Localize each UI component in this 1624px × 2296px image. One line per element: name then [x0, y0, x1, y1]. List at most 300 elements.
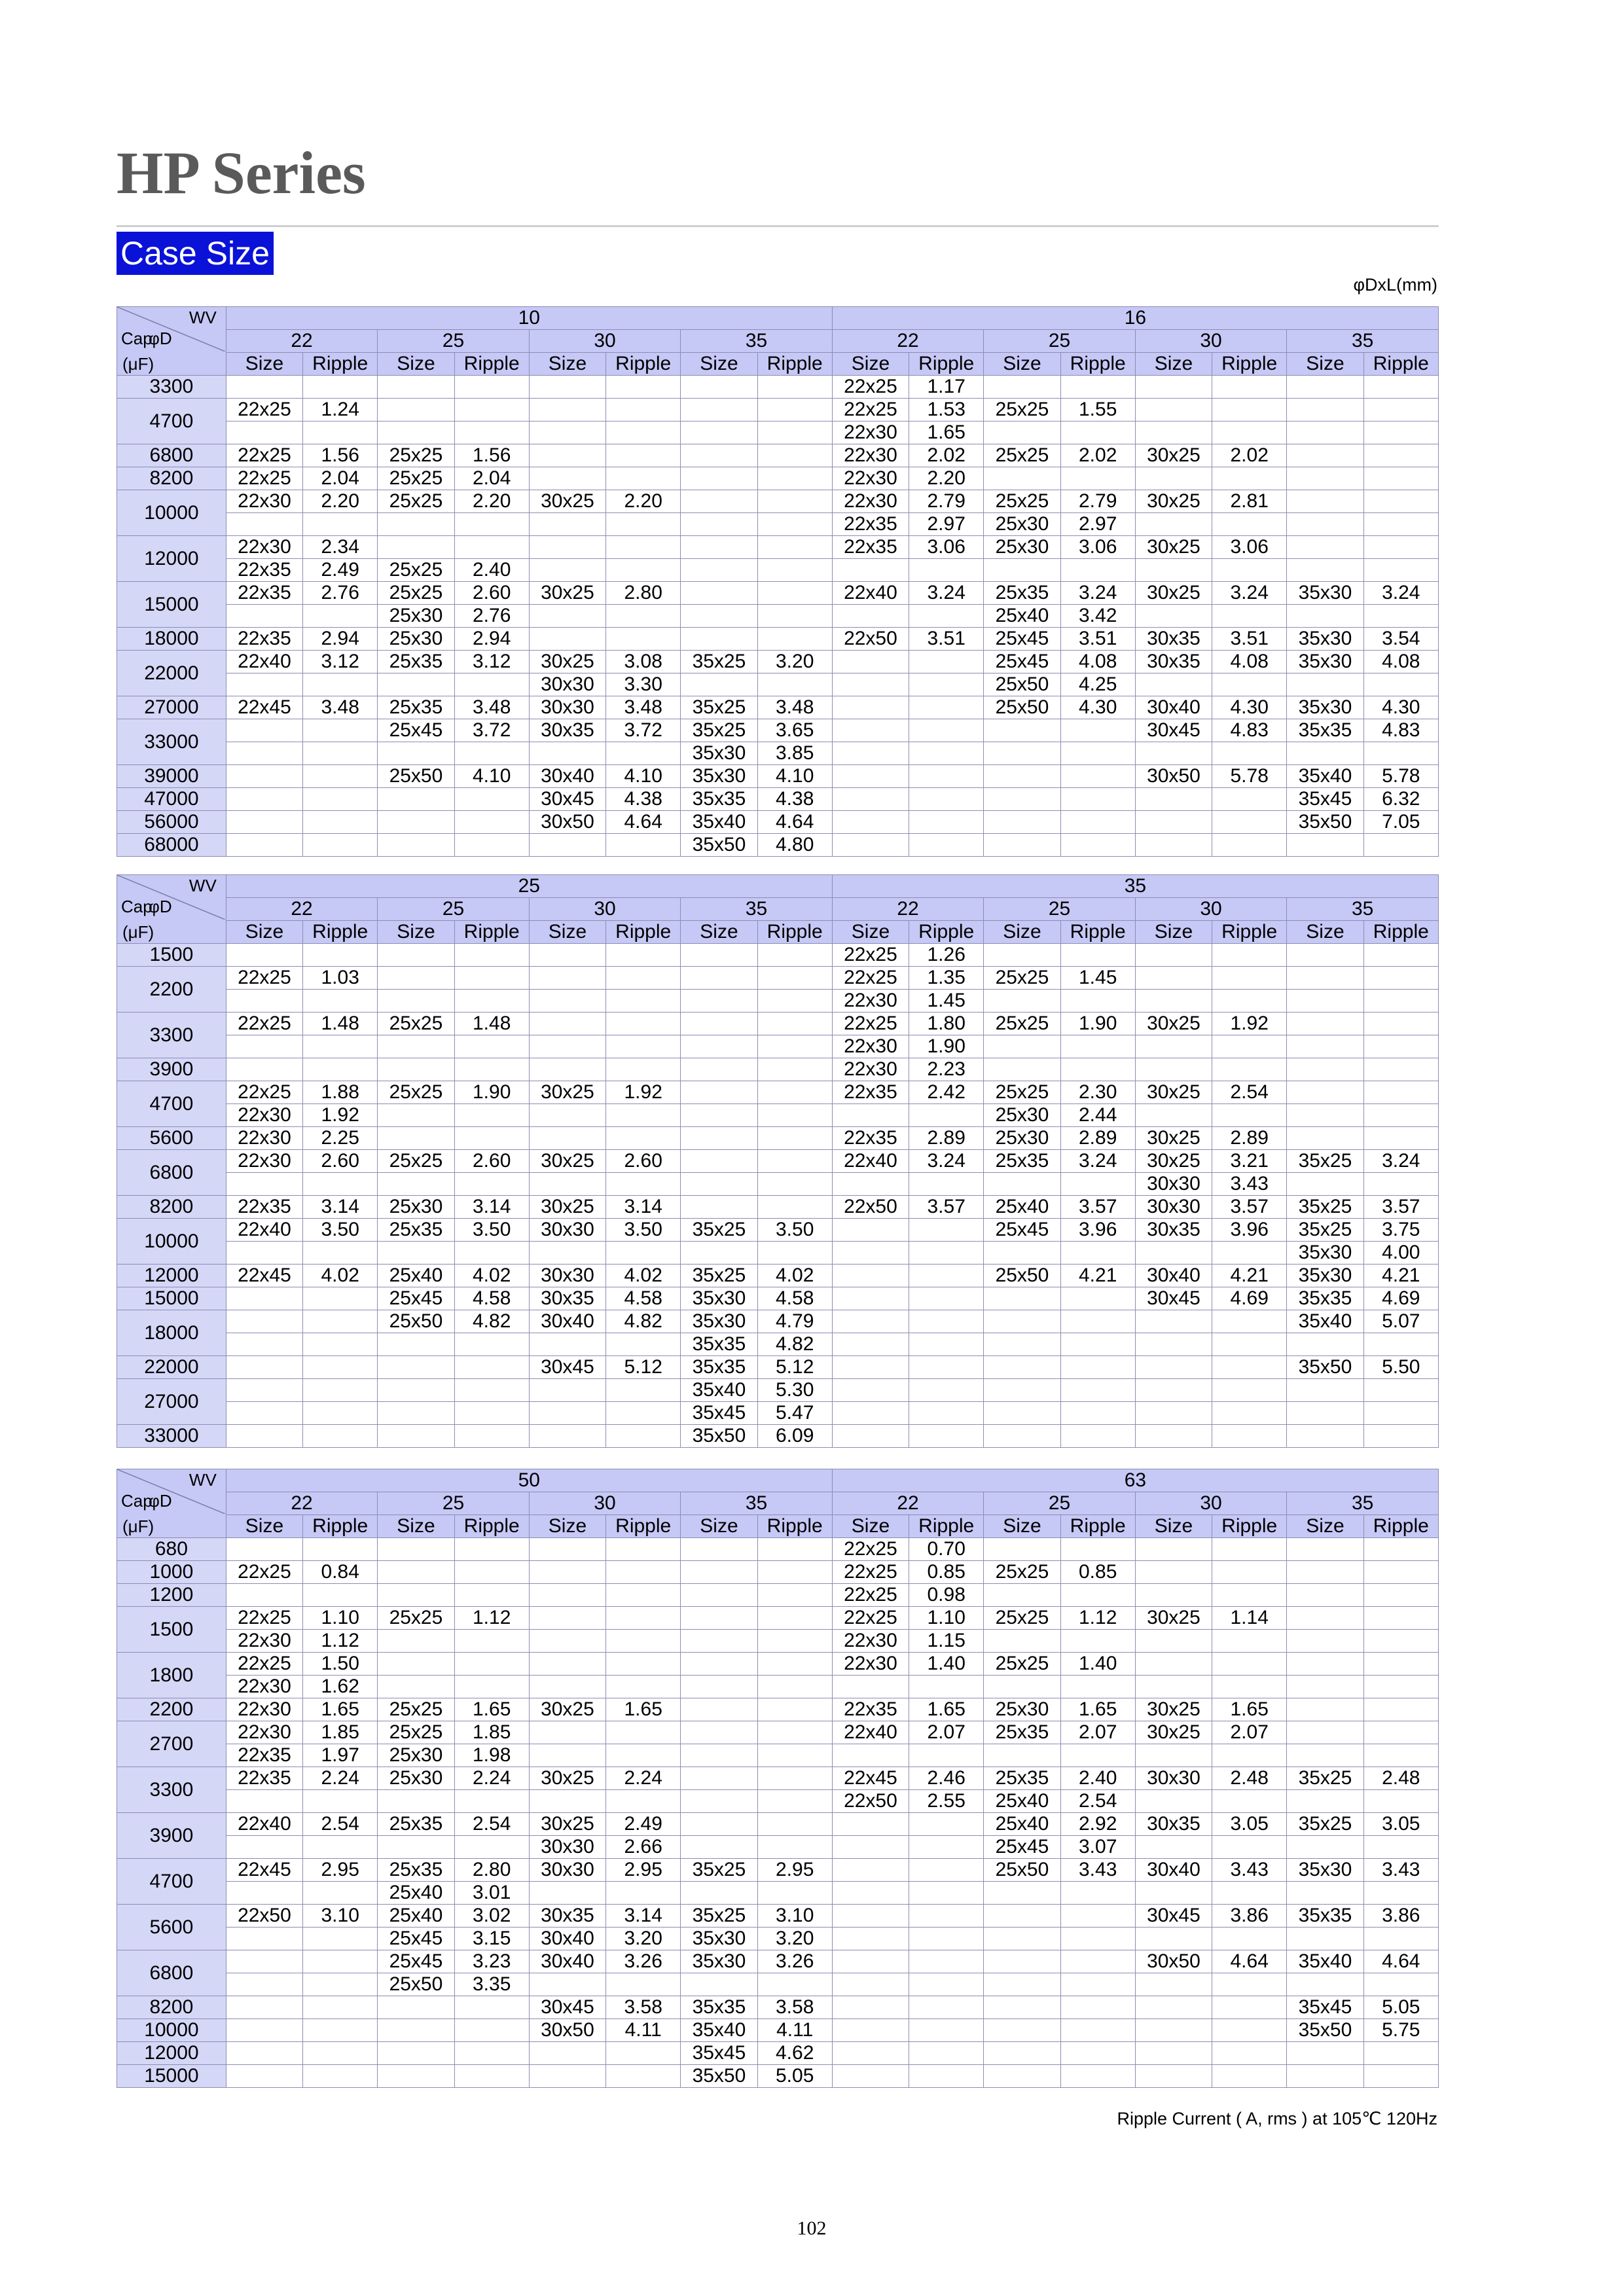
case-size-cell: 35x50 [1287, 1356, 1363, 1379]
ripple-cell [1212, 513, 1287, 536]
size-header: Size [681, 921, 757, 944]
ripple-cell [1212, 1790, 1287, 1813]
ripple-cell [1363, 1836, 1438, 1859]
ripple-cell: 3.50 [454, 1219, 529, 1242]
ripple-cell [757, 559, 832, 582]
table-row [117, 1950, 1439, 1973]
case-size-cell: 25x40 [378, 1905, 454, 1928]
ripple-header: Ripple [909, 1515, 984, 1538]
ripple-cell [606, 444, 681, 467]
case-size-cell [529, 628, 605, 651]
table-row [117, 1058, 1439, 1081]
ripple-header: Ripple [606, 1515, 681, 1538]
case-size-cell: 25x30 [378, 605, 454, 628]
ripple-cell: 3.57 [1060, 1196, 1135, 1219]
ripple-cell [1060, 1035, 1135, 1058]
ripple-cell [757, 1035, 832, 1058]
size-header: Size [681, 353, 757, 376]
table-row [117, 1607, 1439, 1630]
ripple-cell [1212, 944, 1287, 967]
ripple-header: Ripple [1060, 921, 1135, 944]
ripple-cell: 3.72 [454, 719, 529, 742]
case-size-cell: 25x40 [984, 1196, 1060, 1219]
table-row [117, 1242, 1439, 1265]
table-row [117, 1744, 1439, 1767]
case-size-cell [984, 1538, 1060, 1561]
case-size-cell [226, 422, 302, 444]
ripple-cell: 3.20 [757, 1928, 832, 1950]
ripple-cell [303, 605, 378, 628]
case-size-cell: 25x35 [984, 582, 1060, 605]
table-row [117, 944, 1439, 967]
case-size-cell: 30x50 [1135, 1950, 1212, 1973]
ripple-cell: 4.08 [1060, 651, 1135, 673]
ripple-header: Ripple [303, 353, 378, 376]
case-size-cell: 35x25 [1287, 1150, 1363, 1173]
capacitance-cell: 680 [117, 1538, 226, 1561]
case-size-cell: 30x40 [529, 1310, 605, 1333]
ripple-cell [606, 559, 681, 582]
ripple-cell: 1.90 [909, 1035, 984, 1058]
ripple-cell [1212, 1676, 1287, 1698]
title-divider [117, 225, 1439, 227]
diameter-header: 30 [1135, 1492, 1287, 1515]
case-size-cell [226, 1379, 302, 1402]
case-size-cell [832, 651, 909, 673]
ripple-cell [454, 536, 529, 559]
ripple-cell [757, 1242, 832, 1265]
case-size-cell [1135, 1058, 1212, 1081]
case-size-cell [984, 1379, 1060, 1402]
ripple-cell: 1.55 [1060, 399, 1135, 422]
case-size-cell: 22x40 [832, 1721, 909, 1744]
ripple-cell [606, 1402, 681, 1425]
case-size-cell: 30x30 [529, 673, 605, 696]
size-header: Size [529, 353, 605, 376]
case-size-cell [1287, 1676, 1363, 1698]
case-size-cell [226, 1402, 302, 1425]
case-size-cell: 22x50 [226, 1905, 302, 1928]
ripple-cell [303, 1356, 378, 1379]
ripple-cell: 1.48 [454, 1013, 529, 1035]
ripple-cell [1363, 1653, 1438, 1676]
ripple-cell [757, 1698, 832, 1721]
case-size-cell [984, 559, 1060, 582]
ripple-cell: 2.92 [1060, 1813, 1135, 1836]
case-size-cell [681, 536, 757, 559]
ripple-cell: 2.24 [303, 1767, 378, 1790]
table-row [117, 765, 1439, 788]
case-size-cell [378, 1173, 454, 1196]
case-size-cell: 25x40 [984, 605, 1060, 628]
case-size-cell [378, 1676, 454, 1698]
case-size-cell: 22x30 [832, 1035, 909, 1058]
case-size-cell: 22x30 [226, 490, 302, 513]
size-header: Size [832, 921, 909, 944]
case-size-cell [681, 1676, 757, 1698]
ripple-cell: 3.54 [1363, 628, 1438, 651]
case-size-cell: 22x30 [832, 990, 909, 1013]
ripple-cell [303, 811, 378, 834]
ripple-header: Ripple [909, 353, 984, 376]
case-size-cell: 30x25 [529, 582, 605, 605]
case-size-cell [681, 422, 757, 444]
size-header: Size [832, 1515, 909, 1538]
ripple-cell [454, 1242, 529, 1265]
voltage-header: 50 [226, 1469, 832, 1492]
case-size-cell: 22x30 [226, 1127, 302, 1150]
case-size-cell: 25x50 [378, 1973, 454, 1996]
case-size-cell [984, 765, 1060, 788]
case-size-cell: 25x25 [378, 1721, 454, 1744]
case-size-cell: 35x35 [1287, 1287, 1363, 1310]
voltage-header: 25 [226, 875, 832, 898]
ripple-cell [303, 1538, 378, 1561]
case-size-cell: 35x30 [681, 765, 757, 788]
case-size-cell: 25x25 [378, 467, 454, 490]
case-size-cell: 30x40 [529, 765, 605, 788]
case-size-cell: 25x45 [984, 1219, 1060, 1242]
ripple-cell [909, 1333, 984, 1356]
ripple-cell [303, 944, 378, 967]
ripple-cell [303, 513, 378, 536]
ripple-cell [757, 1630, 832, 1653]
ripple-cell [757, 1538, 832, 1561]
case-size-cell [1287, 1744, 1363, 1767]
case-size-cell: 30x25 [1135, 1150, 1212, 1173]
diameter-header: 35 [1287, 898, 1439, 921]
ripple-cell: 4.58 [454, 1287, 529, 1310]
ripple-cell [1363, 1973, 1438, 1996]
case-size-cell [226, 719, 302, 742]
case-size-cell [984, 422, 1060, 444]
ripple-cell [303, 1379, 378, 1402]
case-size-cell [1287, 1127, 1363, 1150]
size-header: Size [378, 921, 454, 944]
ripple-cell [606, 1425, 681, 1448]
case-size-cell: 25x30 [984, 536, 1060, 559]
case-size-cell: 25x45 [984, 1836, 1060, 1859]
ripple-header: Ripple [606, 353, 681, 376]
ripple-cell: 2.04 [454, 467, 529, 490]
case-size-cell: 30x50 [529, 2019, 605, 2042]
table-row [117, 1425, 1439, 1448]
case-size-cell [681, 1973, 757, 1996]
case-size-cell: 35x50 [681, 834, 757, 857]
case-size-cell [681, 1790, 757, 1813]
case-size-cell [529, 1173, 605, 1196]
diameter-header: 35 [1287, 330, 1439, 353]
case-size-cell: 30x40 [529, 1950, 605, 1973]
diameter-header: 30 [1135, 330, 1287, 353]
case-size-cell [378, 990, 454, 1013]
ripple-cell: 4.58 [606, 1287, 681, 1310]
table-row [117, 1630, 1439, 1653]
case-size-cell [1287, 1333, 1363, 1356]
case-size-cell: 30x35 [1135, 651, 1212, 673]
case-size-cell [832, 696, 909, 719]
case-size-cell [529, 1721, 605, 1744]
case-size-cell [984, 1310, 1060, 1333]
ripple-cell: 1.56 [303, 444, 378, 467]
ripple-cell [1212, 422, 1287, 444]
ripple-cell [757, 944, 832, 967]
case-size-cell: 25x25 [984, 444, 1060, 467]
ripple-cell [1060, 1973, 1135, 1996]
case-size-cell [226, 834, 302, 857]
case-size-cell: 25x25 [984, 490, 1060, 513]
ripple-cell: 4.02 [606, 1265, 681, 1287]
ripple-cell: 1.45 [1060, 967, 1135, 990]
case-size-cell [681, 1242, 757, 1265]
case-size-cell [1135, 742, 1212, 765]
case-size-cell [1287, 673, 1363, 696]
ripple-cell: 4.21 [1363, 1265, 1438, 1287]
case-size-cell [984, 467, 1060, 490]
case-size-cell [378, 834, 454, 857]
ripple-cell [303, 1950, 378, 1973]
ripple-cell [1212, 376, 1287, 399]
case-size-cell [984, 1950, 1060, 1973]
ripple-cell: 3.14 [606, 1196, 681, 1219]
case-size-cell: 22x30 [832, 1058, 909, 1081]
case-size-cell: 30x45 [529, 788, 605, 811]
ripple-cell: 4.30 [1060, 696, 1135, 719]
ripple-cell: 3.26 [606, 1950, 681, 1973]
case-size-cell: 25x25 [984, 1653, 1060, 1676]
case-size-cell: 35x50 [1287, 811, 1363, 834]
ripple-cell [303, 1333, 378, 1356]
case-size-cell [1135, 1425, 1212, 1448]
ripple-cell [1212, 742, 1287, 765]
ripple-cell: 3.06 [1060, 536, 1135, 559]
case-size-cell [226, 1928, 302, 1950]
ripple-cell: 3.26 [757, 1950, 832, 1973]
case-size-cell [378, 536, 454, 559]
ripple-cell: 4.10 [757, 765, 832, 788]
ripple-cell: 2.76 [303, 582, 378, 605]
case-size-cell [378, 2065, 454, 2088]
ripple-cell [454, 1035, 529, 1058]
ripple-cell [606, 605, 681, 628]
table-row [117, 1721, 1439, 1744]
ripple-cell [909, 788, 984, 811]
ripple-cell: 1.15 [909, 1630, 984, 1653]
ripple-cell: 2.95 [757, 1859, 832, 1882]
ripple-cell [303, 719, 378, 742]
case-size-cell [226, 944, 302, 967]
case-size-cell: 22x45 [832, 1767, 909, 1790]
case-size-cell [378, 1836, 454, 1859]
ripple-cell [606, 834, 681, 857]
case-size-cell: 25x50 [984, 696, 1060, 719]
table-row [117, 1584, 1439, 1607]
ripple-cell: 4.11 [606, 2019, 681, 2042]
page-number: 102 [797, 2217, 827, 2239]
ripple-cell [1363, 536, 1438, 559]
ripple-cell [303, 990, 378, 1013]
size-header: Size [226, 1515, 302, 1538]
ripple-header: Ripple [303, 921, 378, 944]
ripple-cell [909, 1905, 984, 1928]
case-size-cell [529, 1561, 605, 1584]
diameter-header: 22 [832, 898, 984, 921]
case-size-cell [1287, 1173, 1363, 1196]
ripple-cell [606, 1058, 681, 1081]
ripple-header: Ripple [1060, 1515, 1135, 1538]
ripple-cell [1212, 788, 1287, 811]
ripple-cell: 5.30 [757, 1379, 832, 1402]
case-size-cell [529, 1790, 605, 1813]
ripple-cell [303, 1836, 378, 1859]
case-size-cell: 25x25 [378, 490, 454, 513]
case-size-cell [984, 1630, 1060, 1653]
case-size-cell [378, 1584, 454, 1607]
ripple-cell [1212, 559, 1287, 582]
case-size-cell: 35x30 [681, 1928, 757, 1950]
table-row [117, 1859, 1439, 1882]
case-size-cell [1287, 490, 1363, 513]
table-row [117, 467, 1439, 490]
diameter-header: 25 [378, 1492, 530, 1515]
ripple-cell: 2.24 [606, 1767, 681, 1790]
case-size-cell: 30x45 [1135, 1905, 1212, 1928]
case-size-cell [378, 1790, 454, 1813]
ripple-cell [1212, 1333, 1287, 1356]
ripple-cell [454, 1402, 529, 1425]
size-header: Size [226, 353, 302, 376]
case-size-cell [1287, 399, 1363, 422]
case-size-cell: 30x30 [529, 696, 605, 719]
case-size-cell: 35x45 [681, 1402, 757, 1425]
ripple-cell [303, 376, 378, 399]
capacitance-cell: 56000 [117, 811, 226, 834]
ripple-cell: 3.15 [454, 1928, 529, 1950]
case-size-cell: 22x25 [226, 399, 302, 422]
ripple-cell: 2.60 [606, 1150, 681, 1173]
ripple-cell: 5.47 [757, 1402, 832, 1425]
case-size-cell [681, 444, 757, 467]
ripple-cell: 2.44 [1060, 1104, 1135, 1127]
ripple-cell [1060, 1676, 1135, 1698]
ripple-cell [757, 1196, 832, 1219]
ripple-cell: 3.86 [1363, 1905, 1438, 1928]
ripple-cell: 2.20 [454, 490, 529, 513]
case-size-cell [1135, 1653, 1212, 1676]
case-size-cell: 22x25 [226, 1653, 302, 1676]
ripple-cell [757, 422, 832, 444]
case-size-cell [984, 1035, 1060, 1058]
ripple-cell: 4.21 [1212, 1265, 1287, 1287]
ripple-cell [454, 376, 529, 399]
case-size-cell: 22x35 [226, 1767, 302, 1790]
case-size-cell: 22x25 [832, 1013, 909, 1035]
case-size-cell [1287, 1836, 1363, 1859]
case-size-cell: 22x25 [832, 1561, 909, 1584]
ripple-cell [303, 1035, 378, 1058]
table-row [117, 1928, 1439, 1950]
capacitance-cell: 22000 [117, 1356, 226, 1379]
ripple-cell [909, 1242, 984, 1265]
case-size-cell [984, 1356, 1060, 1379]
diameter-header: 35 [681, 330, 833, 353]
ripple-cell: 5.07 [1363, 1310, 1438, 1333]
table-row [117, 1127, 1439, 1150]
case-size-cell [681, 1584, 757, 1607]
ripple-cell [1060, 1425, 1135, 1448]
case-size-cell [1287, 990, 1363, 1013]
ripple-cell [454, 422, 529, 444]
ripple-cell: 3.35 [454, 1973, 529, 1996]
ripple-cell [454, 1584, 529, 1607]
case-size-cell [529, 1333, 605, 1356]
size-header: Size [984, 921, 1060, 944]
ripple-cell [1212, 2065, 1287, 2088]
table-row [117, 1104, 1439, 1127]
diameter-header: 22 [226, 898, 378, 921]
case-size-cell [681, 1561, 757, 1584]
ripple-cell: 2.48 [1363, 1767, 1438, 1790]
case-size-cell: 22x40 [226, 1813, 302, 1836]
ripple-cell: 2.94 [454, 628, 529, 651]
case-size-cell [832, 834, 909, 857]
ripple-cell: 4.82 [757, 1333, 832, 1356]
ripple-cell [1363, 1081, 1438, 1104]
ripple-cell [1060, 467, 1135, 490]
ripple-cell [909, 1104, 984, 1127]
case-size-cell: 22x35 [226, 559, 302, 582]
case-size-cell: 25x35 [984, 1721, 1060, 1744]
table-row [117, 1013, 1439, 1035]
table-row [117, 788, 1439, 811]
case-size-cell: 22x30 [832, 1630, 909, 1653]
ripple-cell [909, 1996, 984, 2019]
capacitance-cell: 1500 [117, 944, 226, 967]
ripple-cell: 1.97 [303, 1744, 378, 1767]
ripple-cell: 2.60 [454, 582, 529, 605]
ripple-cell: 3.48 [454, 696, 529, 719]
case-size-cell [1135, 1104, 1212, 1127]
size-header: Size [1135, 1515, 1212, 1538]
ripple-cell [454, 1676, 529, 1698]
case-size-cell: 35x50 [681, 2065, 757, 2088]
case-size-cell: 30x25 [529, 1081, 605, 1104]
case-size-cell: 35x30 [681, 1950, 757, 1973]
ripple-cell [909, 834, 984, 857]
case-size-cell: 25x45 [378, 719, 454, 742]
ripple-header: Ripple [454, 921, 529, 944]
table-row [117, 990, 1439, 1013]
ripple-cell: 3.57 [909, 1196, 984, 1219]
case-size-cell [832, 1973, 909, 1996]
case-size-cell: 25x30 [378, 628, 454, 651]
case-size-cell [529, 1127, 605, 1150]
case-size-cell: 25x40 [378, 1265, 454, 1287]
case-size-cell: 30x25 [1135, 1081, 1212, 1104]
ripple-cell [1363, 1538, 1438, 1561]
case-size-cell [1287, 1013, 1363, 1035]
ripple-cell: 2.94 [303, 628, 378, 651]
case-size-cell [832, 1242, 909, 1265]
case-size-cell: 30x35 [529, 1287, 605, 1310]
case-size-cell [1135, 1356, 1212, 1379]
case-size-cell: 22x30 [226, 1150, 302, 1173]
ripple-cell: 1.26 [909, 944, 984, 967]
ripple-cell [606, 1653, 681, 1676]
ripple-cell [454, 1996, 529, 2019]
case-size-cell: 25x35 [378, 1813, 454, 1836]
diameter-label: φD [149, 329, 172, 348]
